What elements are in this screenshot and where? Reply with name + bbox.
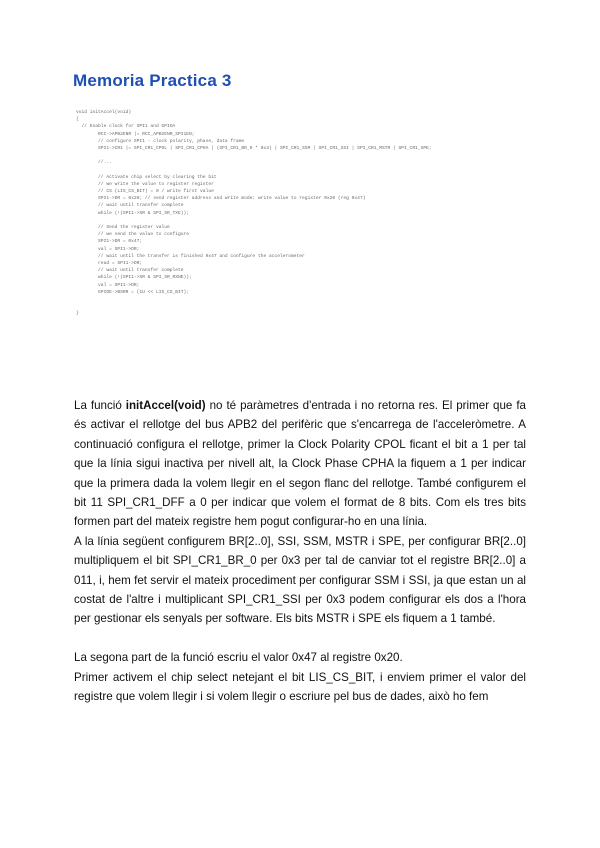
body-text [74, 396, 526, 706]
code-line: // Send the register value [76, 225, 170, 230]
code-line: // Activate chip select by clearing the bit [76, 174, 217, 180]
code-line: while (!(SPI1->SR & SPI_SR_RXNE)); [76, 275, 192, 281]
code-line: while (!(SPI1->SR & SPI_SR_TXE)); [76, 210, 190, 216]
code-line: //... [76, 160, 112, 166]
paragraph-initaccel [74, 396, 526, 532]
code-line: val = SPI1->DR; [76, 282, 140, 288]
function-name: initAccel(void) [125, 399, 206, 412]
code-line [76, 152, 546, 159]
code-line: // we write the value to register register [76, 181, 214, 187]
paragraph-rest: no té paràmetres d'entrada i no retorna res. El primer que fa és activar el rellotge del bus APB2 del perifèric que s'encarrega de l'acceleròmetre. A continuació configura el rellotge, primer la Clock Polarity CPOL ficant el bit a 1 per tal que la línia sigui inactiva per nivell alt, la Clock Phase CPHA la fiquem a 1 per indicar que la primera dada la volem llegir en el segon flanc del rellotge. També configurem el bit 11 SPI_CR1_DFF a 0 per indicar que volem el format de 8 bits. Com els tres bits formen part del mateix registre hem pogut configurar-ho en una línia. [74, 399, 526, 529]
code-block [76, 109, 546, 317]
code-line: { [76, 117, 79, 123]
code-line: SPI1->DR = 0x20; // send register address and write mode: write value to register 0x20 (reg 0x47) [76, 196, 366, 202]
paragraph-second-part: La segona part de la funció escriu el valor 0x47 al registre 0x20. [74, 651, 403, 665]
code-line: RCC->APB2ENR |= RCC_APB2ENR_SPI1EN; [76, 131, 195, 137]
code-line: // wait until transfer complete [76, 268, 184, 274]
code-line [76, 167, 546, 174]
code-line: // Enable clock for SPI1 and GPIOA [76, 124, 176, 130]
code-line [76, 217, 546, 224]
code-line: // wait until the transfer is finished 0x47 and configure the accelerometer [76, 253, 305, 259]
code-line [76, 303, 546, 310]
code-line: SPI1->CR1 |= SPI_CR1_CPOL | SPI_CR1_CPHA | (SPI_CR1_BR_0 * 0x3) | SPI_CR1_SSM | SPI_CR1_SSI | SPI_CR1_MSTR | SPI_CR1_SPE; [76, 145, 432, 151]
code-line: // CS (LIS_CS_BIT) = 0 / write first value [76, 189, 214, 195]
code-line: GPIOE->BSRR = (1U << LIS_CS_BIT); [76, 289, 190, 295]
code-line: // we send the value to configure [76, 232, 190, 238]
paragraph-prefix: La funció [74, 399, 126, 412]
paragraph-configuration: A la línia següent configurem BR[2..0], SSI, SSM, MSTR i SPE, per configurar BR[2..0] multipliquem el bit SPI_CR1_BR_0 per 0x3 per tal de canviar tot el registre BR[2..0] a 011, i, hem fet servir el mateix procediment per configurar SSM i SSI, ja que estan un al costat de l'altre i multiplicant SPI_CR1_SSI per 0x3 podem configurar els dos a l'hora per gestionar els senyals per software. Els bits MSTR i SPE els fiquem a 1 també. [74, 534, 526, 626]
code-line [76, 296, 546, 303]
code-line: // wait until transfer complete [76, 203, 184, 209]
code-line: val = SPI1->DR; [76, 246, 140, 252]
code-line: } [76, 311, 79, 317]
document-title: Memoria Practica 3 [73, 71, 232, 90]
code-line: // configure SPI1 - clock polarity, phase, data frame [76, 138, 245, 144]
code-line: SPI1->DR = 0x47; [76, 239, 143, 245]
code-line: void initAccel(void) [76, 110, 132, 115]
paragraph-chip-select: Primer activem el chip select netejant el bit LIS_CS_BIT, i enviem primer el valor del registre que volem llegir i si volem llegir o escriure pel bus de dades, això ho fem [74, 670, 526, 704]
code-line: read = SPI1->DR; [76, 260, 143, 266]
